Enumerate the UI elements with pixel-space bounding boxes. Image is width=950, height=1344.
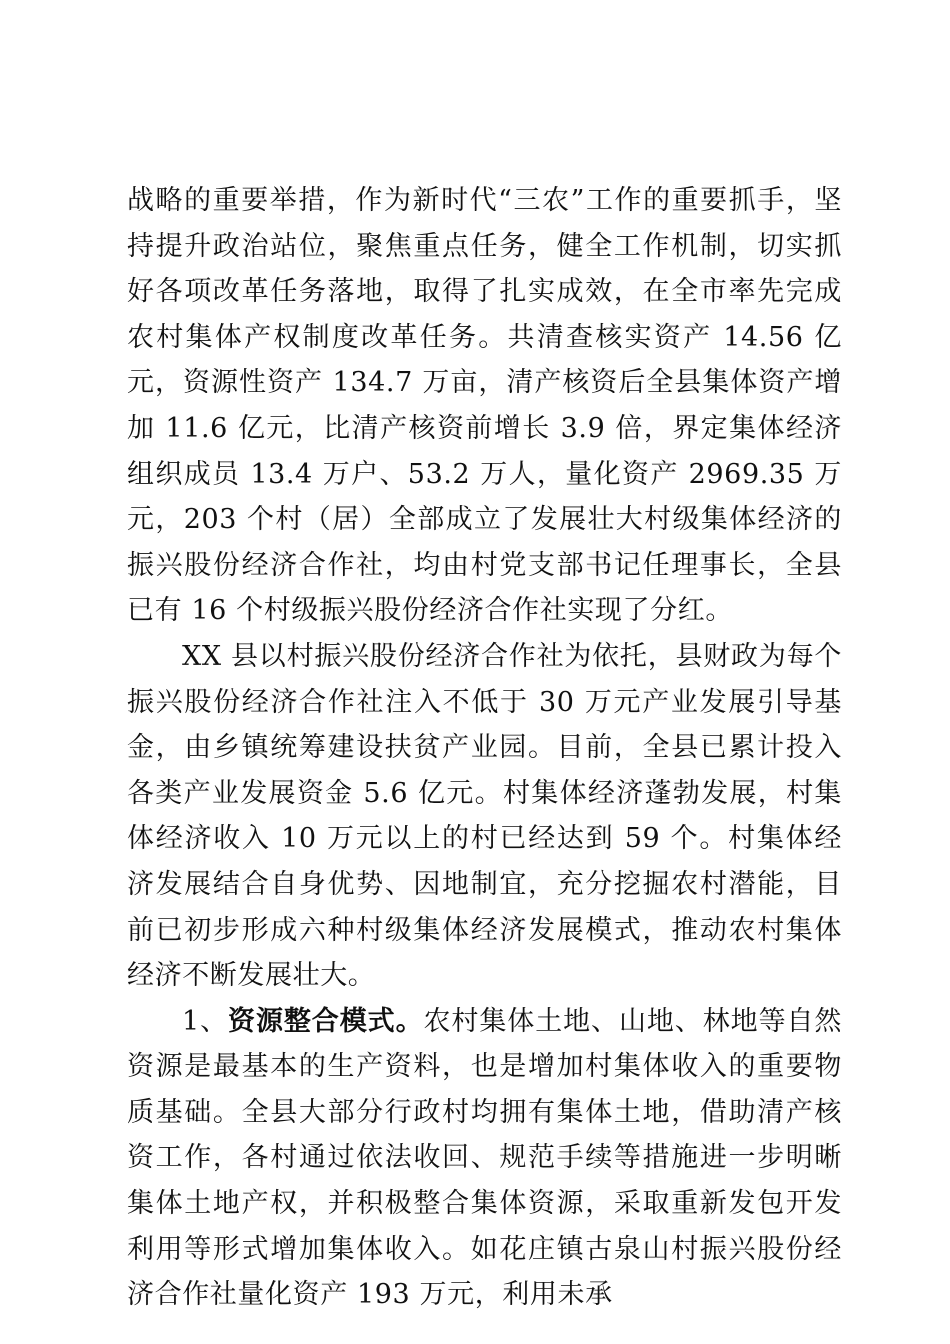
paragraph-2: XX 县以村振兴股份经济合作社为依托，县财政为每个振兴股份经济合作社注入不低于 30 万元产业发展引导基金，由乡镇统筹建设扶贫产业园。目前，全县已累计投入各类产业发展资金 5.6 亿元。村集体经济蓬勃发展，村集体经济收入 10 万元以上的村已经达到 59 个。村集体经济发展结合自身优势、因地制宜，充分挖掘农村潜能，目前已初步形成六种村级集体经济发展模式，推动农村集体经济不断发展壮大。: [127, 640, 842, 992]
document-body: [127, 178, 842, 1318]
section-number: 1、: [182, 1005, 229, 1037]
section-heading: 资源整合模式。: [228, 1005, 424, 1037]
paragraph-1: 战略的重要举措，作为新时代“三农”工作的重要抓手，坚持提升政治站位，聚焦重点任务，健全工作机制，切实抓好各项改革任务落地，取得了扎实成效，在全市率先完成农村集体产权制度改革任务。共清查核实资产 14.56 亿元，资源性资产 134.7 万亩，清产核资后全县集体资产增加 11.6 亿元，比清产核资前增长 3.9 倍，界定集体经济组织成员 13.4 万户、53.2 万人，量化资产 2969.35 万元，203 个村（居）全部成立了发展壮大村级集体经济的振兴股份经济合作社，均由村党支部书记任理事长，全县已有 16 个村级振兴股份经济合作社实现了分红。: [127, 185, 842, 627]
paragraph-3: [127, 999, 842, 1318]
section-body: 农村集体土地、山地、林地等自然资源是最基本的生产资料，也是增加村集体收入的重要物质基础。全县大部分行政村均拥有集体土地，借助清产核资工作，各村通过依法收回、规范手续等措施进一步明晰集体土地产权，并积极整合集体资源，采取重新发包开发利用等形式增加集体收入。如花庄镇古泉山村振兴股份经济合作社量化资产 193 万元，利用未承: [127, 1005, 843, 1311]
